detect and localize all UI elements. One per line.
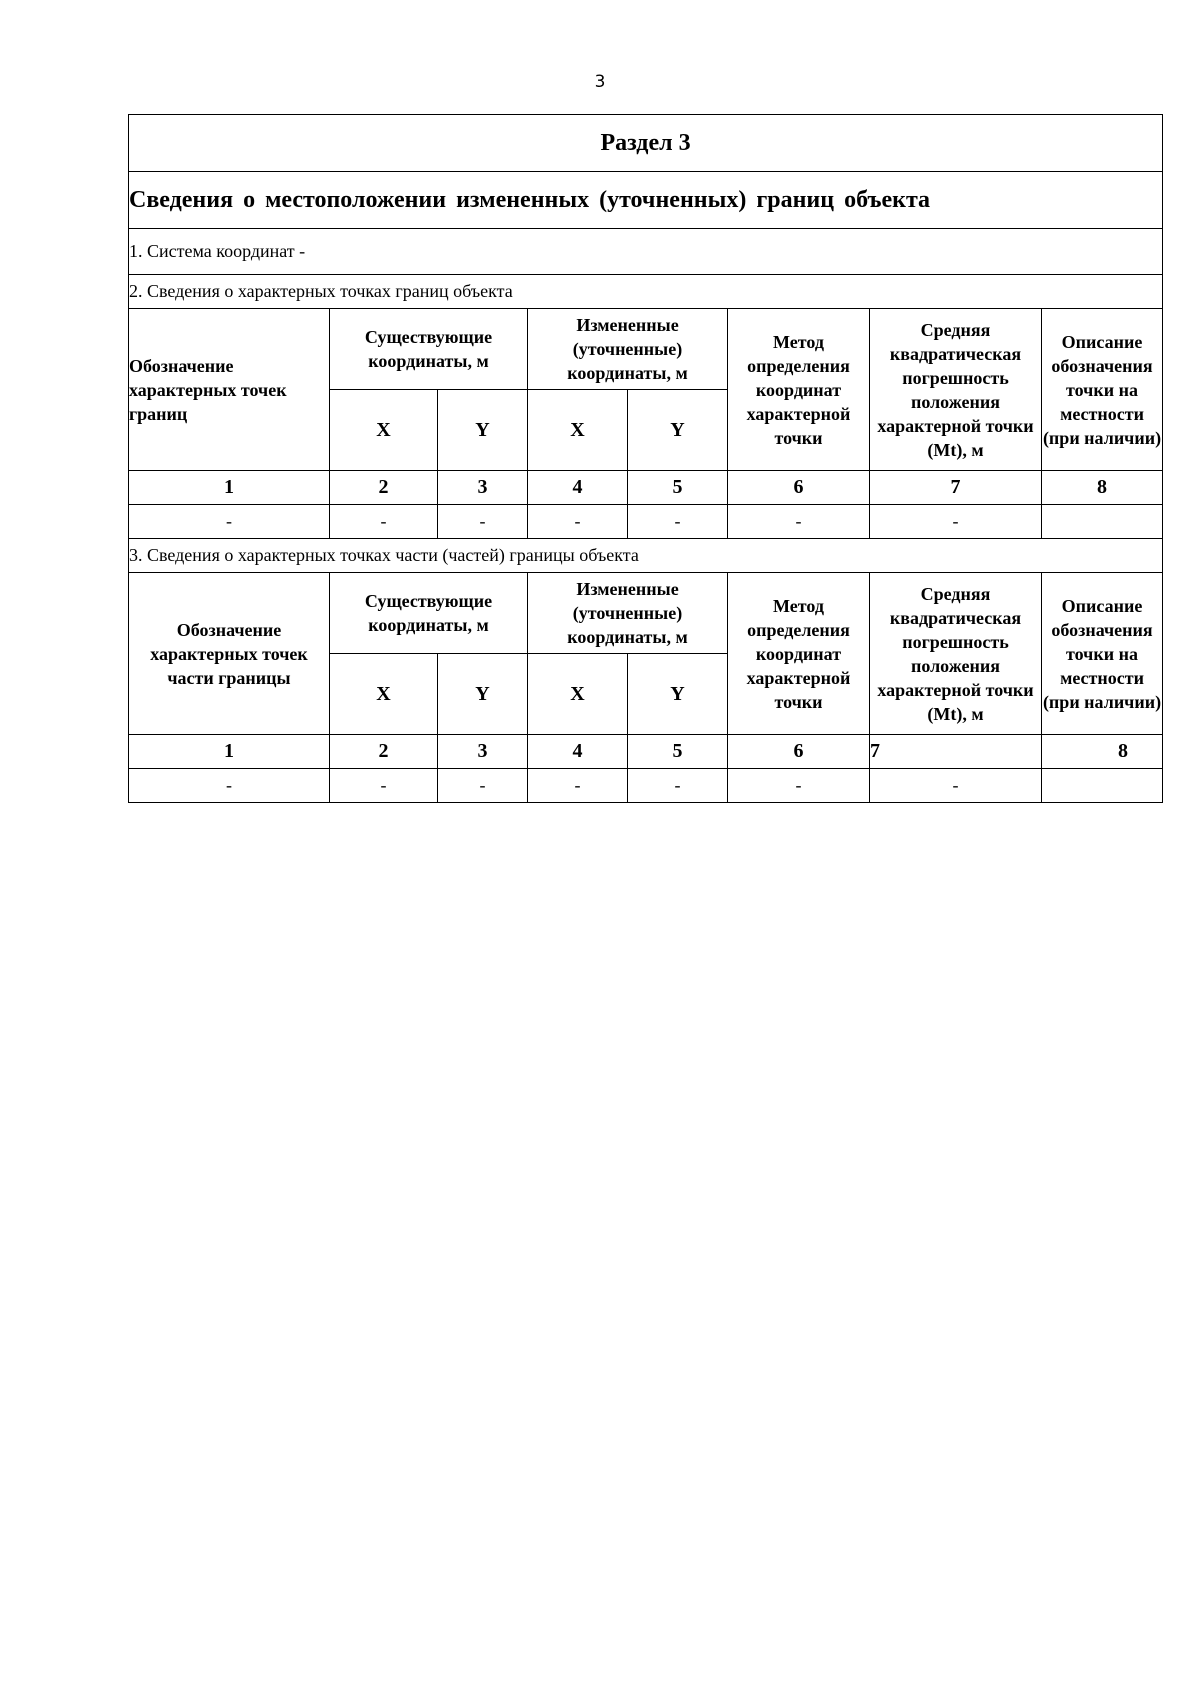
table1-header-error: Средняя квадратическая погрешность положения характерной точки (Mt), м <box>870 309 1042 471</box>
table2-header-changed-y: Y <box>628 654 728 735</box>
table2-header-row-1 <box>129 573 1163 654</box>
table1-header-existing: Существующие координаты, м <box>330 309 528 390</box>
table2-cell: - <box>870 769 1042 803</box>
table1-colnum: 3 <box>438 471 528 505</box>
table2-colnum: 4 <box>528 735 628 769</box>
section-title-row <box>129 115 1163 172</box>
page-number: 3 <box>594 72 606 92</box>
table2-colnum: 1 <box>129 735 330 769</box>
table1-header-changed-x: X <box>528 390 628 471</box>
boundary-points-heading-row <box>129 275 1163 309</box>
table2-colnum: 3 <box>438 735 528 769</box>
table2-colnum: 5 <box>628 735 728 769</box>
section-3-table <box>128 114 1163 803</box>
table2-header-existing-x: X <box>330 654 438 735</box>
table2-header-designation: Обозначение характерных точек части границы <box>129 573 330 735</box>
table2-header-method: Метод определения координат характерной точки <box>728 573 870 735</box>
table2-colnum: 6 <box>728 735 870 769</box>
table1-header-existing-x: X <box>330 390 438 471</box>
table2-colnum: 7 <box>870 735 1042 769</box>
table2-column-numbers <box>129 735 1163 769</box>
table2-header-changed-x: X <box>528 654 628 735</box>
table2-cell: - <box>129 769 330 803</box>
section-subtitle: Сведения о местоположении измененных (уточненных) границ объекта <box>129 172 1163 229</box>
table1-cell: - <box>728 505 870 539</box>
table2-cell: - <box>528 769 628 803</box>
table1-colnum: 1 <box>129 471 330 505</box>
part-boundary-heading-row <box>129 539 1163 573</box>
table1-cell: - <box>628 505 728 539</box>
table1-header-description: Описание обозначения точки на местности (при наличии) <box>1042 309 1163 471</box>
table1-cell: - <box>438 505 528 539</box>
coordinate-system-row <box>129 229 1163 275</box>
table1-header-designation: Обозначение характерных точек границ <box>129 309 330 471</box>
table2-header-existing: Существующие координаты, м <box>330 573 528 654</box>
table1-cell: - <box>870 505 1042 539</box>
table1-colnum: 6 <box>728 471 870 505</box>
table1-cell: - <box>528 505 628 539</box>
part-boundary-heading: 3. Сведения о характерных точках части (частей) границы объекта <box>129 539 1163 573</box>
table2-cell: - <box>628 769 728 803</box>
coordinate-system-text: 1. Система координат - <box>129 229 1163 275</box>
table1-header-changed: Измененные (уточненные) координаты, м <box>528 309 728 390</box>
table2-colnum: 2 <box>330 735 438 769</box>
table1-header-method: Метод определения координат характерной точки <box>728 309 870 471</box>
table1-colnum: 8 <box>1042 471 1163 505</box>
table2-cell <box>1042 769 1163 803</box>
section-subtitle-row <box>129 172 1163 229</box>
table2-cell: - <box>728 769 870 803</box>
boundary-points-heading: 2. Сведения о характерных точках границ объекта <box>129 275 1163 309</box>
table1-cell <box>1042 505 1163 539</box>
table-row <box>129 505 1163 539</box>
table1-colnum: 2 <box>330 471 438 505</box>
table2-header-changed: Измененные (уточненные) координаты, м <box>528 573 728 654</box>
table1-cell: - <box>129 505 330 539</box>
table-row <box>129 769 1163 803</box>
table2-header-error: Средняя квадратическая погрешность положения характерной точки (Mt), м <box>870 573 1042 735</box>
table1-colnum: 4 <box>528 471 628 505</box>
table1-cell: - <box>330 505 438 539</box>
table2-header-description: Описание обозначения точки на местности (при наличии) <box>1042 573 1163 735</box>
table1-colnum: 5 <box>628 471 728 505</box>
table1-header-existing-y: Y <box>438 390 528 471</box>
table1-header-row-1 <box>129 309 1163 390</box>
table2-cell: - <box>330 769 438 803</box>
table2-header-existing-y: Y <box>438 654 528 735</box>
table1-colnum: 7 <box>870 471 1042 505</box>
section-title: Раздел 3 <box>129 115 1163 172</box>
table1-header-changed-y: Y <box>628 390 728 471</box>
table2-colnum: 8 <box>1042 735 1163 769</box>
table1-column-numbers <box>129 471 1163 505</box>
table2-cell: - <box>438 769 528 803</box>
